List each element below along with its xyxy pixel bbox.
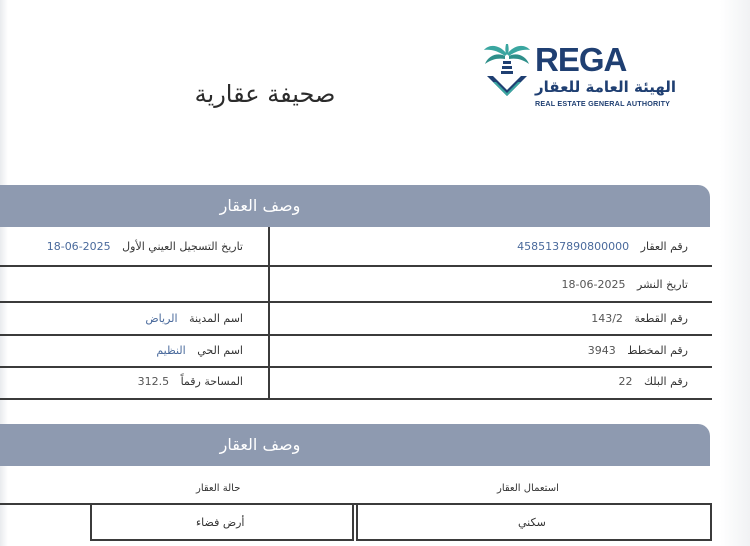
field-value: 143/2 — [591, 312, 623, 325]
field-value: 3943 — [587, 344, 616, 357]
field-property-number — [517, 235, 688, 259]
logo-arabic-name: الهيئة العامة للعقار — [535, 78, 677, 96]
field-value: 22 — [618, 375, 633, 388]
field-label: اسم الحي — [197, 344, 243, 357]
field-first-registration-date — [47, 235, 243, 259]
field-label: اسم المدينة — [189, 312, 243, 325]
field-publish-date — [562, 273, 688, 297]
property-use-value: سكني — [518, 516, 546, 529]
column-header-property-status: حالة العقار — [196, 483, 241, 494]
row-divider — [0, 398, 268, 400]
field-area-numeric — [138, 370, 243, 394]
row-divider — [0, 334, 268, 336]
section-header-property-description — [0, 185, 710, 227]
section-header-label: وصف العقار — [219, 196, 301, 215]
field-city-name — [145, 307, 243, 331]
row-divider — [268, 398, 712, 400]
rega-logo — [483, 40, 713, 112]
page-edge-shadow-right — [720, 0, 750, 546]
row-divider — [268, 366, 712, 368]
row-divider — [268, 265, 712, 267]
field-label: رقم المخطط — [627, 344, 688, 357]
section-header-property-description-2 — [0, 424, 710, 466]
section-header-label: وصف العقار — [219, 435, 301, 454]
field-plan-number — [588, 339, 688, 363]
property-status-value: أرض فضاء — [196, 516, 245, 529]
field-label: تاريخ التسجيل العيني الأول — [122, 240, 243, 253]
field-value: 2025-06-18 — [561, 278, 626, 291]
row-divider — [268, 334, 712, 336]
field-label: رقم البلك — [643, 375, 688, 388]
logo-english-name: REAL ESTATE GENERAL AUTHORITY — [535, 99, 671, 108]
column-header-property-use: استعمال العقار — [497, 483, 559, 494]
row-divider — [0, 301, 712, 303]
logo-wordmark: REGA — [535, 41, 627, 78]
field-value: 312.5 — [137, 375, 170, 388]
field-label: تاريخ النشر — [637, 278, 688, 291]
row-divider — [0, 366, 268, 368]
field-block-number — [618, 370, 688, 394]
field-label: المساحة رقماً — [180, 375, 243, 388]
document-title: صحيفة عقارية — [194, 80, 336, 108]
field-label: رقم القطعة — [634, 312, 688, 325]
field-value: الرياض — [145, 312, 178, 325]
row-divider — [0, 265, 268, 267]
field-district-name — [156, 339, 243, 363]
field-plot-number — [591, 307, 688, 331]
field-label: رقم العقار — [640, 240, 688, 253]
column-divider — [268, 227, 270, 400]
field-value: النظيم — [156, 344, 186, 357]
field-value: 4585137890800000 — [517, 240, 630, 253]
rega-emblem-icon — [483, 40, 531, 108]
field-value: 2025-06-18 — [46, 240, 111, 253]
